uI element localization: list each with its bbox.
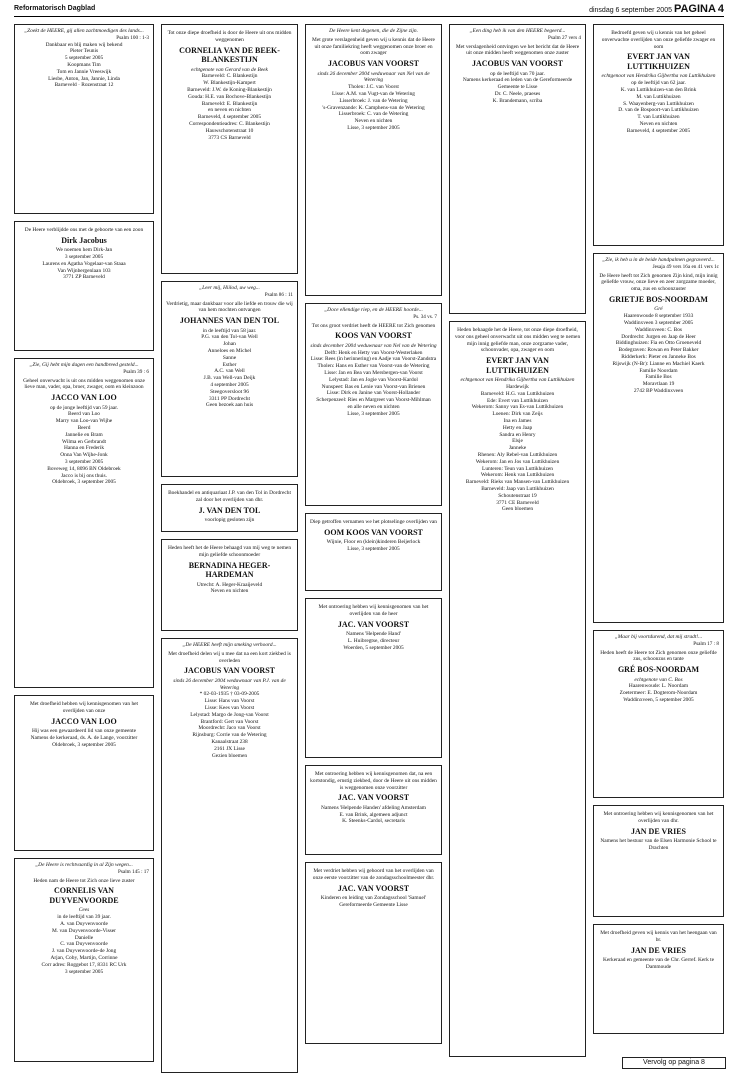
notice-line: Lunteren: Teun van Luttikhuizen [482, 465, 553, 472]
notice-line: 3 september 2005 [64, 968, 104, 975]
death-notice [593, 24, 724, 246]
deceased-name: OOM KOOS VAN VOORST [324, 527, 423, 537]
continued-on-page-link[interactable]: Vervolg op pagina 8 [622, 1057, 726, 1069]
death-notice [305, 765, 442, 855]
notice-line: Schoutenstraat 19 [498, 492, 537, 499]
notice-line: Neven en nichten [354, 118, 393, 125]
notice-line: Barneveld, 4 september 2005 [197, 114, 262, 121]
notice-line: Hauwschotenstraat 10 [205, 127, 254, 134]
notice-line: 2161 JX Lisse [214, 745, 245, 752]
verse-reference: Jesaja 49 vers 16a en 41 vers 1c [652, 263, 719, 270]
column-4 [449, 24, 586, 1064]
notice-line: C. van Duyvenvoorde [60, 941, 108, 948]
notice-line: Haarenwoude 8 september 1933 [623, 313, 694, 320]
notice-line: Oldebroek, 3 september 2005 [52, 741, 116, 748]
notice-text: Met ontroering hebben wij kennisgenomen van het overlijden van de heer [318, 604, 429, 617]
notice-line: Jacco is bij ons thuis. [61, 472, 107, 479]
notice-line: en alle neven en nichten [347, 404, 400, 411]
notice-line: Scherpenzeel: Ries en Margreet van Voorst-Mihlman [316, 397, 431, 404]
notice-line: Familie Bos [645, 374, 672, 381]
notice-line: Waddinxveen: C. Bos [634, 326, 683, 333]
notice-line: Koopmans Tim [67, 61, 101, 68]
notice-text: Met droefheid delen wij u mee dat na een kort ziekbed is overleden [168, 650, 291, 664]
notice-text: Met droefheid geven wij kennis van het heengaan van br. [600, 930, 717, 943]
notice-line: Corr adres: Roggebot 17, 8331 RC Urk [41, 961, 127, 968]
notice-line: Neven en nichten [639, 120, 678, 127]
deceased-name: EVERT JAN VAN LUTTIKHUIZEN [627, 52, 690, 71]
notice-line: Rhenen: Aly Rebel-van Luttikhuizen [477, 451, 558, 458]
notice-line: Barneveld: C. Blankestijn [201, 73, 258, 80]
notice-line: Barneveld: E. Blankestijn [201, 100, 258, 107]
death-notice [305, 513, 442, 591]
notice-line: Beerd van Loo [67, 411, 101, 418]
deceased-name: J. VAN DEN TOL [198, 505, 261, 515]
notice-verse: „De Heere is rechtvaardig in al Zijn wegen... [35, 862, 133, 868]
notice-line: Bodegraven: Rowan en Peter Bakker [618, 347, 699, 354]
death-notice [14, 858, 154, 1062]
notice-line: Jannelie en Bram [65, 431, 103, 438]
notice-line: Barneveld: Jaap van Luttikhuizen [481, 485, 554, 492]
notice-line: voorlopig gesloten zijn [204, 517, 255, 524]
notice-line: Lisserbroek: J. van de Wetering [339, 97, 408, 104]
notice-line: 5 september 2005 [64, 55, 104, 62]
verse-reference: Ps. 34 vs. 7 [413, 313, 437, 320]
notice-line: Waddinxveen, 5 september 2005 [623, 697, 694, 704]
notice-line: Kanaalstraat 238 [211, 739, 248, 746]
notice-line: Wekerom: Jan en Jos van Luttikhuizen [475, 458, 560, 465]
notice-line: Barneveld: J.W. de Koning-Blankestijn [187, 86, 272, 93]
verse-reference: Psalm 17 : 8 [693, 640, 719, 647]
notice-line: Beerd [77, 425, 91, 432]
notice-line: * 02-03-1935 † 03-09-2005 [199, 691, 260, 698]
deceased-name: KOOS VAN VOORST [335, 331, 412, 341]
deceased-name: JACOBUS VAN VOORST [328, 59, 419, 69]
name-subtitle: Cees [78, 907, 90, 914]
notice-text: Met ontroering hebben wij kennisgenomen dat, na een kortstondig, ernstig ziekbed, door de Heere uit ons midden is weggenomen onze voorzitter [310, 771, 437, 791]
notice-line: Lisse: Dirk en Janine van Voorst-Hollander [326, 390, 421, 397]
notice-text: Geheel onverwacht is uit ons midden weggenomen onze lieve man, vader, opa, broer, zwager, oom en kleinzoon [23, 377, 145, 391]
notice-line: in de leeftijd van 58 jaar. [202, 327, 257, 334]
notice-line: Lisse, 3 september 2005 [347, 125, 400, 132]
notice-line: Namens het bestuur van de Elsen Harmonie School te Drachten [600, 838, 717, 851]
notice-line: Haarenwoude: L. Noordam [628, 683, 689, 690]
deceased-name: GRÉ BOS-NOORDAM [617, 665, 700, 675]
notice-verse: „Leer mij, Hiilod, uw weg... [199, 285, 260, 291]
notice-line: Esther [222, 361, 237, 368]
notice-text: Verdrietig, maar dankbaar voor alle liefde en trouw die wij van hem mochten ontvangen [166, 300, 293, 314]
notice-verse: „Maar bij voortdurend, dat mij stradt!... [614, 634, 703, 640]
notice-text: Heden nam de Heere tot Zich onze lieve zuster [33, 877, 135, 884]
column-3 [305, 24, 442, 1051]
verse-reference: Psalm 39 : 6 [123, 368, 149, 375]
notice-line: Steegoversloot 96 [210, 388, 249, 395]
notice-line: Arjan, Coby, Martijn, Corrinne [50, 954, 118, 961]
notice-line: Wekerom: Sanny van Es-van Luttikhuizen [471, 404, 564, 411]
notice-line: Gouda: H.E. van Bochove-Blankestijn [187, 93, 272, 100]
notice-line: Hetty en Jaap [502, 424, 533, 431]
notice-line: A.C. van Well [214, 368, 245, 375]
notice-line: K. Brandemann, scriba [492, 97, 543, 104]
deceased-name: BERNADINA HEGER-HARDEMAN [188, 560, 271, 580]
notice-line: Pieter Teunis [69, 48, 99, 55]
name-subtitle: sinds 26 december 2004 weduwnaar van P.J. van de Wetering [173, 677, 286, 691]
notice-line: E. van Brink, algemeen adjunct [339, 811, 408, 818]
notice-line: We noemen hem Dirk-Jan [55, 247, 113, 254]
notice-line: Hardewijk [506, 383, 529, 390]
notice-line: Wekerom: Henk van Luttikhuizen [480, 472, 555, 479]
notice-line: op de leeftijd van 62 jaar. [631, 80, 686, 87]
notice-line: 3 september 2005 [64, 254, 104, 261]
notice-line: Onna Van Wijhe-Jonk [60, 452, 108, 459]
notice-line: Dankbaar en blij maken wij bekend [45, 41, 123, 48]
name-subtitle: echtgenote van C. Bos [634, 676, 683, 683]
notice-line: Sandra en Henry [499, 431, 536, 438]
notice-line: Lisserbroek: C. van de Wetering [338, 111, 409, 118]
notice-line: W. Blankestijn-Kampert [203, 80, 256, 87]
column-1 [14, 24, 154, 1069]
notice-line: Familie Noordam [639, 367, 678, 374]
deceased-name: JAC. VAN VOORST [337, 793, 410, 803]
notice-text: Met verdriet hebben wij gehoord van het overlijden van onze eerste voorzitter van de zondagsschoolmeester dhr. [312, 868, 435, 881]
notice-line: Neven en nichten [210, 588, 249, 595]
notice-line: Boveweg 14, 8096 BN Oldebroek [47, 465, 121, 472]
name-subtitle: sinds december 2004 weduwnaar van Nel van de Wetering [310, 342, 437, 349]
notice-line: J. van Duyvenvoorde-de Jong [51, 948, 117, 955]
notice-line: P.G. van den Tol-van Well [201, 334, 258, 341]
notice-line: 's-Gravenzande: K. Camphens-van de Wetering [322, 104, 425, 111]
deceased-name: JACOBUS VAN VOORST [184, 666, 275, 676]
notice-line: in de leeftijd van 39 jaar. [57, 914, 111, 921]
notice-text: Met grote verslagenheid geven wij u kennis dat de Heere uit onze familiekring heeft weggenomen onze broer en oom zwager [312, 36, 435, 57]
notice-line: Johan [223, 341, 236, 348]
newspaper-name: Reformatorisch Dagblad [14, 5, 96, 12]
notice-line: Dr. C. Neele, praeses [494, 91, 541, 98]
notice-line: Marry van Loo-van Wijhe [55, 418, 113, 425]
notice-line: Lisse, 3 september 2005 [347, 410, 400, 417]
column-2 [161, 24, 298, 1080]
notice-line: S. Waayenberg-van Luttikhuizen [623, 100, 694, 107]
notice-line: Anneloes en Michel [207, 348, 252, 355]
deceased-name: EVERT JAN VAN LUTTIKHUIZEN [486, 356, 549, 375]
death-notice [593, 630, 724, 798]
verse-reference: Psalm 27 vers 4 [548, 34, 581, 41]
notice-line: A. van Duyvenvoorde [60, 920, 108, 927]
notice-verse: „Zoekt de HEERE, gij allen zachtmoedigen des lands... [24, 28, 144, 34]
notice-text: Tot ons groot verdriet heeft de HEERE tot Zich genomen [311, 322, 436, 329]
notice-text: Diep getroffen vernamen we het plotselinge overlijden van [310, 519, 437, 525]
deceased-name: JACCO VAN LOO [51, 393, 117, 403]
notice-line: Geen bloemen [501, 506, 534, 513]
notice-verse: De Heere kent degenen, die de Zijne zijn. [329, 28, 418, 34]
death-notice [14, 24, 154, 214]
notice-text: Tot onze diepe droefheid is door de Heere uit ons midden weggenomen [167, 30, 292, 43]
notice-line: op de jonge leeftijd van 59 jaar. [49, 404, 119, 411]
notice-line: Hij was een gewaardeerd lid van onze gemeente [31, 728, 137, 735]
notice-text: Bedroefd geven wij u kennis van het geheel onverwachte overlijden van onze geliefde zwager en oom [601, 30, 716, 50]
notice-line: Barneveld: Rieks van Mansen-van Luttikhuizen [465, 479, 570, 486]
notice-line: Gezien bloemen [211, 752, 248, 759]
death-notice [305, 303, 442, 506]
deceased-name: CORNELIA VAN DE BEEK-BLANKESTIJN [179, 45, 280, 65]
notice-line: Tholen: Hans en Esther van Voorst-van de Wetering [317, 363, 430, 370]
death-notice [161, 484, 298, 532]
notice-line: Kinderen en leiding van Zondagsschool 'Samuel' [320, 895, 427, 902]
notice-line: Barneveld: H.G. van Luttikhuizen [480, 390, 555, 397]
notice-line: Geen bezoek aan huis [205, 402, 254, 409]
notice-line: Kerkeraad en gemeente van de Chr. Gerref. Kerk te Dammoude [602, 957, 715, 970]
notice-line: Ina en James [503, 417, 532, 424]
notice-line: Dordrecht: Jurgen en Jaap de Heer [621, 333, 696, 340]
notice-line: Woerden, 5 september 2005 [343, 644, 404, 651]
notice-address: Barneveld · Rozenstraat 12 [54, 82, 114, 89]
notice-line: Rijswijk (N-Br): Lianne en Machiel Kaerk [612, 360, 705, 367]
notice-line: Moravtlaan 19 [642, 381, 675, 388]
notice-verse: „Zie, ik heb u in de beide handpalmen gegraveerd... [602, 257, 715, 263]
notice-line: op de leeftijd van 70 jaar. [490, 70, 545, 77]
notice-line: Gereformeerde Gemeente Lisse [339, 901, 408, 908]
notice-line: Lisse: Kees van Voorst [204, 705, 255, 712]
notice-line: Janneke [508, 445, 527, 452]
notice-line: Wijnie, Floor en (klein)kinderen Beijerlock [326, 539, 421, 546]
death-notice [593, 805, 724, 917]
notice-line: Biddinghuizen: Fia en Otto Groeneveld [615, 340, 702, 347]
notice-line: Namens 'Helpende Hand' [346, 631, 401, 638]
notice-line: Loenen: Dirk van Zeijs [492, 411, 543, 418]
deceased-name: CORNELIS VAN DUYVENVOORDE [49, 886, 119, 905]
notice-text: Boekhandel en antiquariaat J.P. van den Tol in Dordrecht zal door het overlijden van dhr. [168, 490, 291, 503]
notice-line: 3311 PP Dordrecht [209, 395, 250, 402]
notice-text: Met verslagenheid ontvingen we het bericht dat de Heere uit onze midden heeft weggenomen onze zuster [455, 43, 580, 57]
name-subtitle: echtgenoot van Hendrika Gijbertha van Luttikhuizen [601, 73, 716, 80]
notice-line: 3771 ZP Barneveld [63, 274, 105, 281]
notice-text: Heden heeft het de Heere behaagd van mij weg te nemen mijn geliefde schoonmoeder [167, 545, 292, 558]
notice-line: 3773 CS Barneveld [208, 134, 251, 141]
notice-line: Laurens en Agatha Vogelaar-van Staaa [42, 260, 126, 267]
notice-line: M. van Duyvenvoorde-Visser [52, 927, 116, 934]
notice-line: Sanne [222, 354, 237, 361]
notice-intro: De Heere verblijdde ons met de geboorte van een zoon [24, 227, 144, 233]
notice-line: Ede: Evert van Luttikhuizen [487, 397, 548, 404]
notice-line: Barneveld, 4 september 2005 [626, 127, 691, 134]
notice-line: Namens 'Helpende Handen' afdeling Amsterdam [321, 804, 426, 811]
notice-line: L. Huibregtse, directeur [347, 637, 400, 644]
notice-verse: „Zie, Gij hebt mijn dagen een handbreed gesteld... [29, 362, 139, 368]
notice-line: Delft: Henk en Hetty van Voorst-Westerlaken [324, 349, 423, 356]
notice-line: Tholen: J.C. van Voorst [348, 84, 399, 91]
notice-line: Van Wijnbergenlaan 103 [57, 267, 111, 274]
death-notice [161, 539, 298, 631]
notice-line: M. van Luttikhuizen [636, 93, 681, 100]
notice-line: Namens kerkeraad en leden van de Gereformeerde Gemeente te Lisse [462, 77, 573, 91]
verse-reference: Psalm 86 : 11 [264, 291, 293, 298]
name-subtitle: sinds 26 december 2004 weduwnaar van Nel van de Wetering [317, 70, 430, 84]
notice-line: Zoetermeer: E. Dogterom-Noordam [619, 690, 698, 697]
notice-line: 3771 CE Barneveld [496, 499, 539, 506]
notice-line: Correspondentieadres: C. Blankestijn [189, 120, 270, 127]
notice-verse: „Doce ellendige riep, en de HEERE hoorde... [324, 307, 423, 313]
notice-line: Oldebroek, 3 september 2005 [52, 479, 116, 486]
deceased-name: JAN DE VRIES [631, 826, 686, 836]
death-notice [305, 862, 442, 1044]
notice-line: 4 september 2005 [210, 382, 249, 389]
death-notice [449, 321, 586, 1057]
death-notice [14, 221, 154, 351]
column-5 [593, 24, 724, 1041]
notice-line: T. van Luttikhuizen [637, 114, 680, 121]
notice-line: Ridderkerk: Pieter en Janneke Bos [621, 354, 696, 361]
deceased-name: JAC. VAN VOORST [337, 883, 410, 893]
notice-verse: „De HEERE heeft mijn smeking verhoord... [182, 642, 277, 648]
name-subtitle: echtgenoot van Hendrika Gijbertha van Luttikhuizen [460, 377, 575, 384]
notice-line: Lelystad: Margo de Jong-van Voorst [190, 711, 269, 718]
death-notice [14, 695, 154, 851]
death-notice [161, 24, 298, 274]
death-notice [449, 24, 586, 314]
deceased-name: GRIETJE BOS-NOORDAM [609, 294, 708, 304]
notice-line: Namens de kerkeraad, ds. A. de Lange, voorzitter [30, 734, 138, 741]
notice-text: De Heere heeft tot Zich genomen Zijn kind, mijn innig geliefde vrouw, onze lieve en zeer zorgzame moeder, oma, zus en schoonzuster [599, 272, 718, 293]
page-header [14, 4, 724, 17]
deceased-name: Dirk Jacobus [61, 235, 107, 245]
notice-line: Tom en Jannie Vreeswijk [56, 68, 112, 75]
death-notice [161, 281, 298, 477]
page-indicator: dinsdag 6 september 2005 PAGINA 4 [589, 3, 724, 15]
notice-line: Liesbe, Anton, Jan, Jannie, Linda [48, 75, 120, 82]
notice-line: Danielle [74, 934, 94, 941]
notice-text: Met droefheid hebben wij kennisgenomen van het overlijden van onze [29, 701, 139, 714]
deceased-name: JAN DE VRIES [631, 945, 686, 955]
notice-line: Nunspeet: Bas en Lenie van Voorst-van Brienen [321, 383, 426, 390]
death-notice [593, 924, 724, 1034]
notice-line: J.B. van Well-van Deijk [203, 375, 256, 382]
name-subtitle: echtgenote van Gerard van de Beek [191, 66, 268, 73]
deceased-name: JAC. VAN VOORST [337, 619, 410, 629]
notice-line: en neven en nichten [208, 107, 251, 114]
death-notice [14, 358, 154, 688]
notice-line: Waddinxveen 3 september 2005 [623, 320, 694, 327]
notice-line: Lisse: Rees (in herinnering) en Aadje van Voorst-Zandstra [310, 356, 437, 363]
notice-line: Elsje [512, 438, 523, 445]
notice-line: Rijnsburg: Corrie van de Wetering [192, 732, 267, 739]
notice-line: K. Steenks-Cardol, secretaris [342, 818, 405, 825]
death-notice [305, 598, 442, 758]
notice-line: 2742 BP Waddinxveen [633, 388, 684, 395]
notice-line: D. van de Bospoort-van Luttikhuizen [618, 107, 699, 114]
notice-text: Met ontroering hebben wij kennisgenomen van het overlijden van dhr. [603, 811, 714, 824]
deceased-name: JACCO VAN LOO [51, 716, 117, 726]
verse-reference: Psalm 145 : 17 [118, 868, 149, 875]
death-notice [161, 638, 298, 1073]
deceased-name: JACOBUS VAN VOORST [472, 59, 563, 69]
notice-line: Wilma en Gerbrandt [61, 438, 107, 445]
notice-line: K. van Luttikhuizen-van den Brink [620, 86, 697, 93]
notice-text: Heden heeft de Heere tot Zich genomen onze geliefde zus, schoonzus en tante [600, 649, 717, 663]
notice-line: Utrecht: A. Heger-Kraaijeveld [196, 581, 263, 588]
notice-line: Hanna en Frederik [63, 445, 105, 452]
notice-line: Lisse: A.M. van Vugt-van de Wetering [331, 91, 416, 98]
notice-line: Lisse: Jan en Bea van Mersbergen-van Voorst [324, 370, 423, 377]
deceased-name: JOHANNES VAN DEN TOL [179, 316, 280, 326]
notice-line: Lelystad: Jan en Jogie van Voorst-Kardol [329, 376, 418, 383]
notice-verse: „Een ding heb ik van den HEERE begeerd... [469, 28, 566, 34]
name-subtitle: Gré [654, 306, 663, 313]
notice-line: Moordrecht: Jaco van Voorst [198, 725, 261, 732]
verse-reference: Psalm 100 : 1-3 [116, 34, 149, 41]
death-notice [305, 24, 442, 296]
death-notice [593, 253, 724, 623]
notice-text: Heden behaagde het de Heere, tot onze diepe droefheid, voor ons geheel onverwacht uit ons midden weg te nemen mijn innig geliefde man, onze zorgzame vader, schoonvader, opa, zwager en oom [454, 327, 581, 354]
notice-line: Brantford: Gert van Voorst [200, 718, 259, 725]
notice-line: 3 september 2005 [64, 459, 104, 466]
notice-line: Lisse: Hans van Voorst [204, 698, 255, 705]
notice-line: Lisse, 3 september 2005 [347, 546, 400, 553]
